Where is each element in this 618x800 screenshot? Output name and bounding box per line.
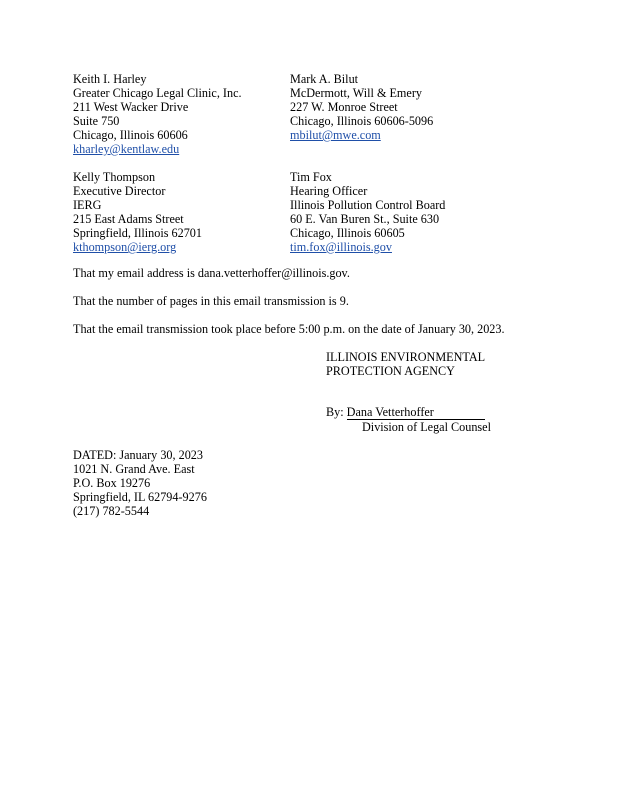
signature-by-label: By: — [326, 405, 347, 419]
statement-transmission-time: That the email transmission took place before 5:00 p.m. on the date of January 30, 2023. — [73, 322, 505, 336]
statement-email-address: That my email address is dana.vetterhoffer@illinois.gov. — [73, 266, 350, 280]
contact-street: 215 East Adams Street — [73, 212, 184, 226]
footer-phone: (217) 782-5544 — [73, 504, 150, 518]
contact-street: 227 W. Monroe Street — [290, 100, 398, 114]
contact-street: 211 West Wacker Drive — [73, 100, 189, 114]
service-entry-harley — [73, 72, 242, 156]
signature-block — [326, 405, 491, 434]
contact-city: Chicago, Illinois 60606 — [73, 128, 188, 142]
contact-organization: Greater Chicago Legal Clinic, Inc. — [73, 86, 242, 100]
dated-line: DATED: January 30, 2023 — [73, 448, 203, 462]
contact-name: Mark A. Bilut — [290, 72, 359, 86]
email-link[interactable]: tim.fox@illinois.gov — [290, 240, 392, 254]
email-link[interactable]: mbilut@mwe.com — [290, 128, 381, 142]
contact-suite: Suite 750 — [73, 114, 120, 128]
email-link[interactable]: kharley@kentlaw.edu — [73, 142, 180, 156]
contact-street: 60 E. Van Buren St., Suite 630 — [290, 212, 440, 226]
contact-name: Tim Fox — [290, 170, 332, 184]
service-entry-bilut — [290, 72, 433, 142]
contact-name: Keith I. Harley — [73, 72, 147, 86]
signature-line — [326, 405, 491, 420]
agency-name-line-2: PROTECTION AGENCY — [326, 364, 455, 378]
footer-street: 1021 N. Grand Ave. East — [73, 462, 195, 476]
service-entry-thompson — [73, 170, 202, 254]
contact-organization: IERG — [73, 198, 102, 212]
agency-name-line-1: ILLINOIS ENVIRONMENTAL — [326, 350, 486, 364]
footer-city: Springfield, IL 62794-9276 — [73, 490, 207, 504]
contact-title: Hearing Officer — [290, 184, 368, 198]
footer-po-box: P.O. Box 19276 — [73, 476, 151, 490]
contact-title: Executive Director — [73, 184, 166, 198]
contact-name: Kelly Thompson — [73, 170, 156, 184]
contact-organization: Illinois Pollution Control Board — [290, 198, 446, 212]
email-link[interactable]: kthompson@ierg.org — [73, 240, 177, 254]
signature-title: Division of Legal Counsel — [362, 420, 491, 434]
contact-city: Chicago, Illinois 60605 — [290, 226, 405, 240]
service-entry-fox — [290, 170, 445, 254]
contact-city: Springfield, Illinois 62701 — [73, 226, 202, 240]
agency-name — [326, 350, 485, 378]
statement-page-count: That the number of pages in this email transmission is 9. — [73, 294, 349, 308]
contact-organization: McDermott, Will & Emery — [290, 86, 422, 100]
footer-block — [73, 448, 207, 518]
contact-city: Chicago, Illinois 60606-5096 — [290, 114, 434, 128]
signature-name: Dana Vetterhoffer — [347, 406, 485, 420]
